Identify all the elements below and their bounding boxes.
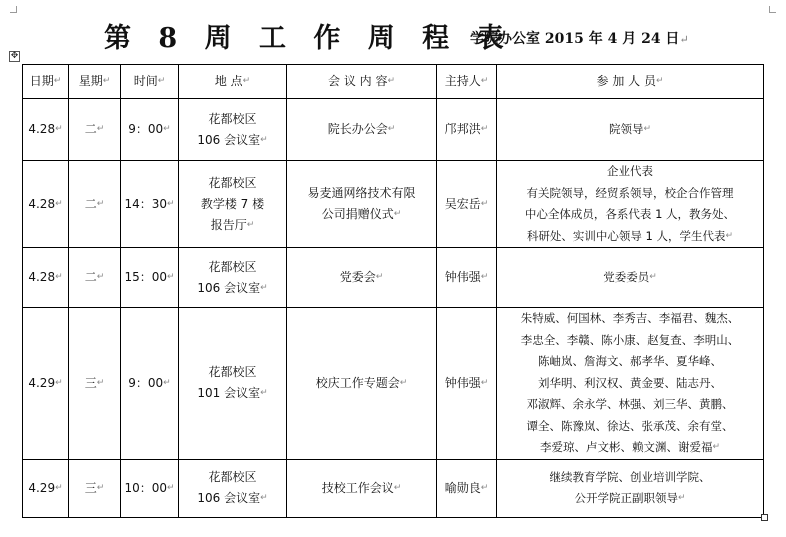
cell-location: 花都校区 106 会议室↵ xyxy=(179,99,287,161)
cell-host: 钟伟强↵ xyxy=(437,248,497,308)
table-header-row xyxy=(23,65,764,99)
cell-location: 花都校区 106 会议室↵ xyxy=(179,248,287,308)
cell-attendees: 朱特威、何国林、李秀吉、李福君、魏杰、 李忠全、李赣、陈小康、赵复查、李明山、 陈岫岚、詹海文、郝孝华、夏华峰、 刘华明、利汉权、黄金要、陆志丹、 邓淑辉、余永学、林强、刘三华、黄鹏、 谭全、陈豫岚、徐达、张承茂、余有堂、 李爱琼、卢文彬、赖文渊、谢爱福↵ xyxy=(497,308,764,460)
cell-attendees: 党委委员↵ xyxy=(497,248,764,308)
cell-weekday: 二↵ xyxy=(69,161,121,248)
office-date-text: 学院办公室 2015 年 4 月 24 日 xyxy=(470,31,680,47)
table-row xyxy=(23,99,764,161)
cell-attendees: 继续教育学院、创业培训学院、 公开学院正副职领导↵ xyxy=(497,459,764,517)
cell-location: 花都校区 101 会议室↵ xyxy=(179,308,287,460)
table-row xyxy=(23,248,764,308)
cell-content: 校庆工作专题会↵ xyxy=(287,308,437,460)
cell-date: 4.28↵ xyxy=(23,99,69,161)
document-header xyxy=(0,14,786,54)
schedule-table xyxy=(22,64,764,518)
cell-host: 钟伟强↵ xyxy=(437,308,497,460)
cell-host: 邝邦洪↵ xyxy=(437,99,497,161)
cell-time: 9：00↵ xyxy=(121,99,179,161)
cell-time: 10：00↵ xyxy=(121,459,179,517)
cell-content: 院长办公会↵ xyxy=(287,99,437,161)
page-corner-mark-left xyxy=(10,6,17,13)
cell-date: 4.28↵ xyxy=(23,248,69,308)
cell-attendees: 院领导↵ xyxy=(497,99,764,161)
cell-content: 技校工作会议↵ xyxy=(287,459,437,517)
cell-time: 15：00↵ xyxy=(121,248,179,308)
column-header-host: 主持人↵ xyxy=(437,65,497,99)
cell-content: 易麦通网络技术有限 公司捐赠仪式↵ xyxy=(287,161,437,248)
table-row xyxy=(23,308,764,460)
cell-host: 喻勋良↵ xyxy=(437,459,497,517)
column-header-location: 地 点↵ xyxy=(179,65,287,99)
page-corner-mark-right xyxy=(769,6,776,13)
column-header-weekday: 星期↵ xyxy=(69,65,121,99)
cell-date: 4.29↵ xyxy=(23,308,69,460)
cell-weekday: 三↵ xyxy=(69,459,121,517)
table-move-handle-icon[interactable]: ✥ xyxy=(10,51,19,61)
column-header-date: 日期↵ xyxy=(23,65,69,99)
cell-attendees: 企业代表 有关院领导，经贸系领导，校企合作管理 中心全体成员，各系代表 1 人，教务处、 科研处、实训中心领导 1 人，学生代表↵ xyxy=(497,161,764,248)
column-header-content: 会 议 内 容↵ xyxy=(287,65,437,99)
cell-host: 吴宏岳↵ xyxy=(437,161,497,248)
paragraph-mark: ↵ xyxy=(679,33,689,46)
cell-time: 14：30↵ xyxy=(121,161,179,248)
cell-date: 4.29↵ xyxy=(23,459,69,517)
office-and-date xyxy=(470,28,689,48)
cell-date: 4.28↵ xyxy=(23,161,69,248)
table-row xyxy=(23,459,764,517)
cell-time: 9：00↵ xyxy=(121,308,179,460)
column-header-time: 时间↵ xyxy=(121,65,179,99)
table-row xyxy=(23,161,764,248)
cell-weekday: 二↵ xyxy=(69,99,121,161)
cell-weekday: 三↵ xyxy=(69,308,121,460)
column-header-attendees: 参 加 人 员↵ xyxy=(497,65,764,99)
cell-location: 花都校区 教学楼 7 楼 报告厅↵ xyxy=(179,161,287,248)
table-resize-handle[interactable] xyxy=(761,514,768,521)
cell-content: 党委会↵ xyxy=(287,248,437,308)
cell-weekday: 二↵ xyxy=(69,248,121,308)
schedule-title: 第 8 周 工 作 周 程 表 xyxy=(104,23,513,54)
cell-location: 花都校区 106 会议室↵ xyxy=(179,459,287,517)
